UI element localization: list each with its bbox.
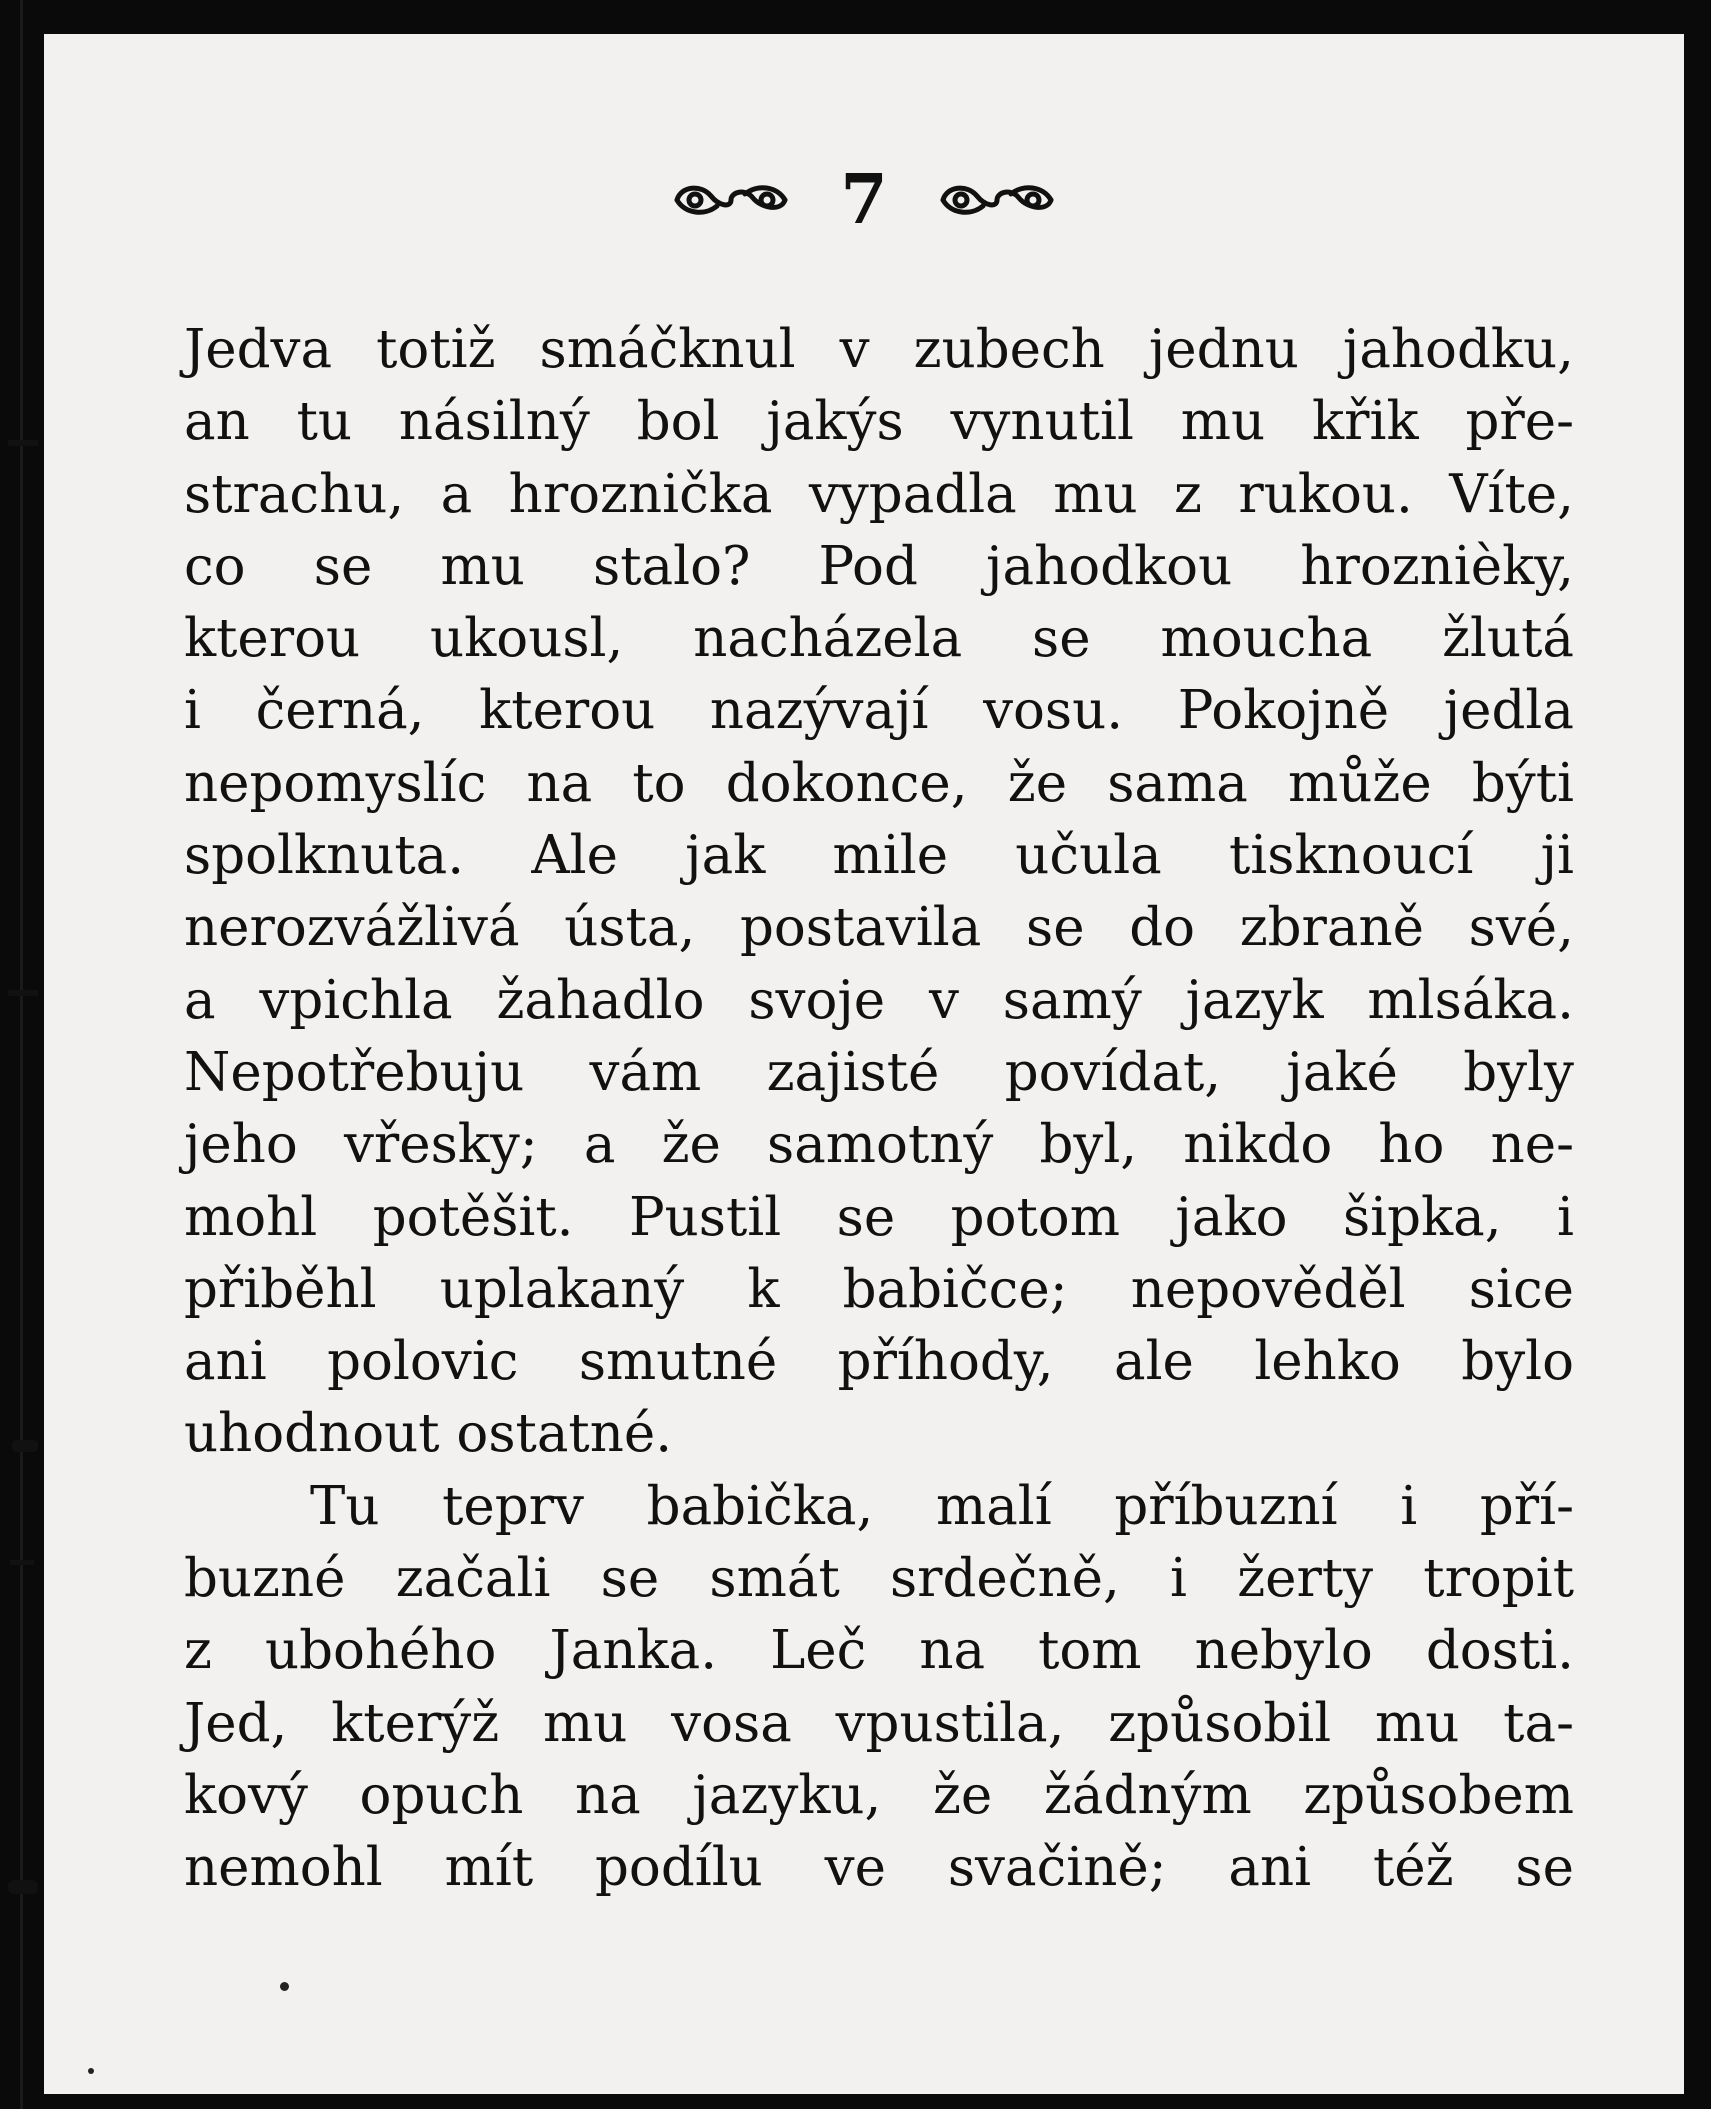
text-line: co se mu stalo? Pod jahodkou hroznièky,: [184, 535, 1574, 597]
text-line: uhodnout ostatné.: [184, 1403, 673, 1465]
text-line: jeho vřesky; a že samotný byl, nikdo ho ne-: [184, 1114, 1574, 1176]
ink-speck: [280, 1982, 289, 1991]
text-line: nepomyslíc na to dokonce, že sama může býti: [184, 752, 1574, 814]
ink-speck: [88, 2068, 94, 2074]
text-line: přiběhl uplakaný k babičce; nepověděl sice: [184, 1258, 1574, 1320]
binding-mark: [10, 1560, 34, 1565]
text-line: nemohl mít podílu ve svačině; ani též se: [184, 1837, 1574, 1899]
text-line: ani polovic smutné příhody, ale lehko bylo: [184, 1331, 1574, 1393]
page-number: 7: [840, 159, 888, 240]
text-line: Jed, kterýž mu vosa vpustila, způsobil mu ta-: [184, 1692, 1574, 1754]
scroll-ornament-icon: [671, 178, 791, 222]
text-line: kový opuch na jazyku, že žádným způsobem: [184, 1764, 1574, 1826]
text-line: i černá, kterou nazývají vosu. Pokojně jedla: [184, 680, 1574, 742]
scroll-ornament-icon: [937, 178, 1057, 222]
text-line: nerozvážlivá ústa, postavila se do zbraně své,: [184, 897, 1574, 959]
text-line: Tu teprv babička, malí příbuzní i pří-: [310, 1475, 1574, 1537]
text-line: kterou ukousl, nacházela se moucha žlutá: [184, 608, 1574, 670]
binding-mark: [8, 1880, 38, 1894]
binding-edge: [20, 0, 23, 2109]
text-line: strachu, a hroznička vypadla mu z rukou. Víte,: [184, 463, 1574, 525]
binding-mark: [8, 440, 38, 446]
text-line: Nepotřebuju vám zajisté povídat, jaké byly: [184, 1041, 1574, 1103]
text-line: a vpichla žahadlo svoje v samý jazyk mlsáka.: [184, 969, 1574, 1031]
paragraph: [184, 314, 1574, 1471]
book-page: [44, 34, 1684, 2094]
text-line: mohl potěšit. Pustil se potom jako šipka, i: [184, 1186, 1574, 1248]
text-line: Jedva totiž smáčknul v zubech jednu jahodku,: [184, 319, 1574, 380]
text-line: spolknuta. Ale jak mile učula tisknoucí ji: [184, 825, 1574, 887]
text-line: z ubohého Janka. Leč na tom nebylo dosti.: [184, 1620, 1574, 1682]
text-line: an tu násilný bol jakýs vynutil mu křik pře-: [184, 391, 1574, 453]
page-header: [44, 154, 1684, 240]
body-text: [184, 314, 1574, 1905]
binding-mark: [8, 990, 38, 996]
text-line: buzné začali se smát srdečně, i žerty tropit: [184, 1548, 1574, 1610]
paragraph: [184, 1471, 1574, 1905]
binding-mark: [12, 1440, 38, 1452]
